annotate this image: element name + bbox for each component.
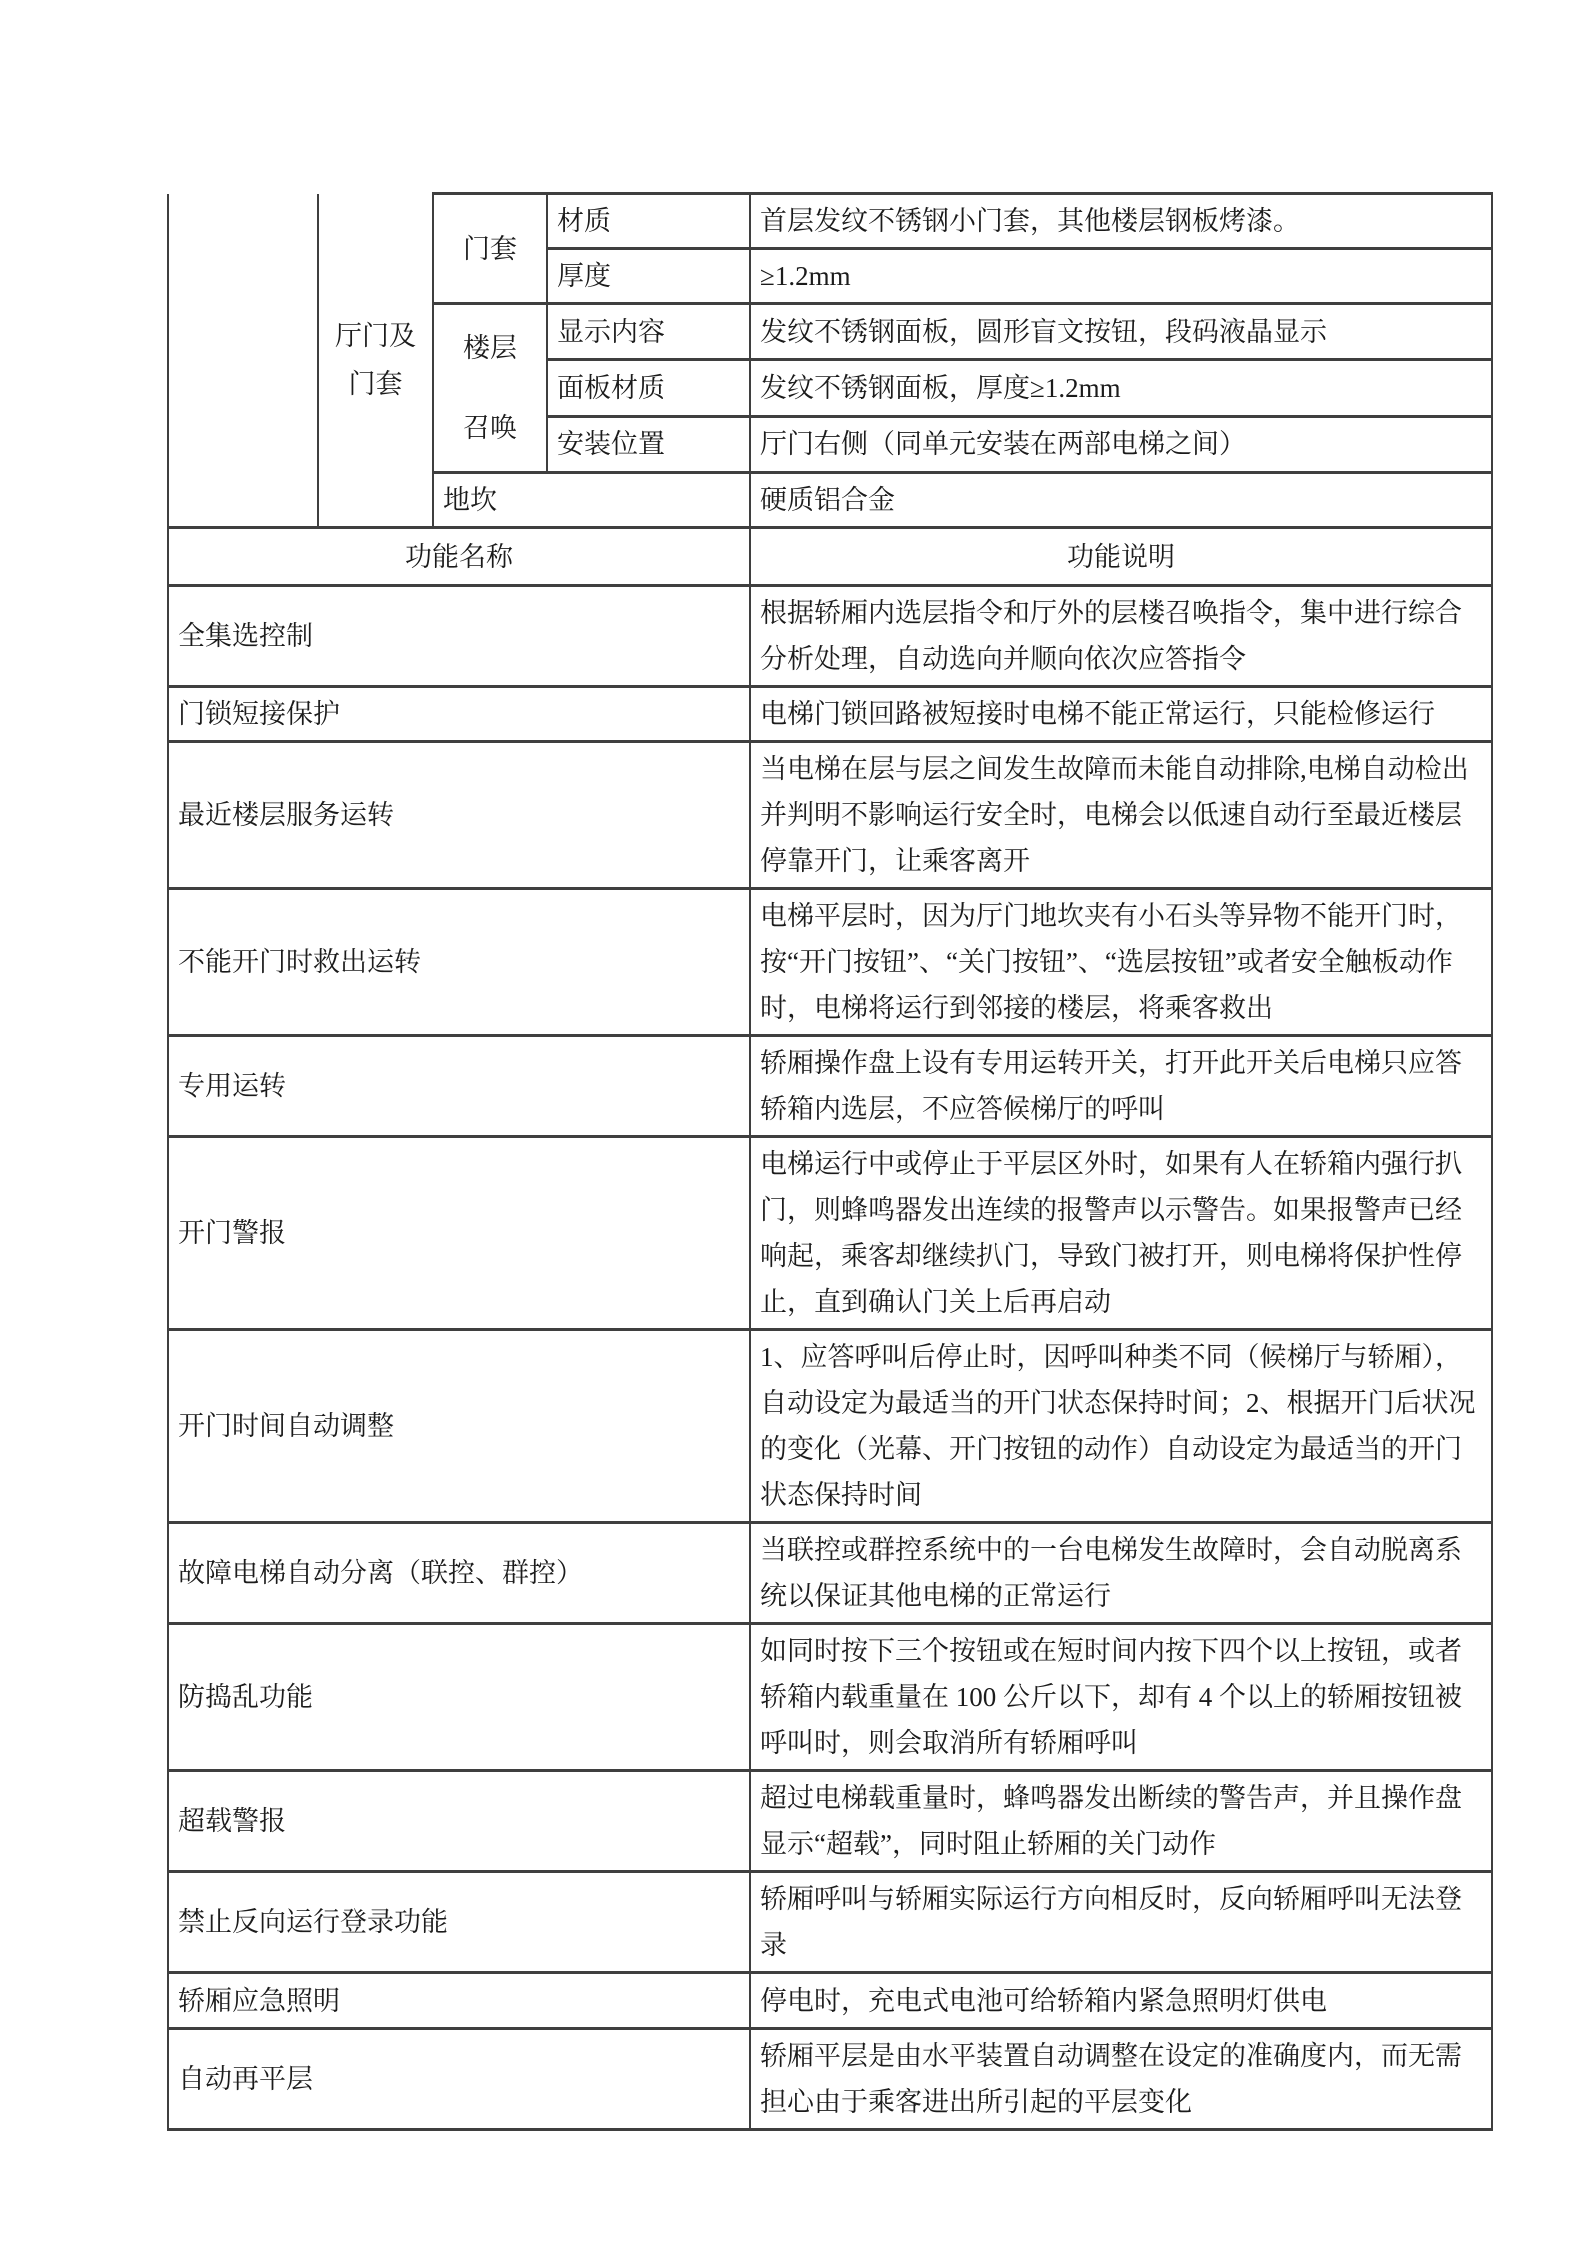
function-desc-cell: 超过电梯载重量时，蜂鸣器发出断续的警告声，并且操作盘显示“超载”，同时阻止轿厢的关门动作: [750, 1771, 1492, 1872]
function-name-cell: 开门警报: [168, 1137, 750, 1330]
spec-attr-value: 发纹不锈钢面板，圆形盲文按钮，段码液晶显示: [750, 304, 1492, 360]
function-name-cell: 禁止反向运行登录功能: [168, 1872, 750, 1973]
function-desc-cell: 轿厢平层是由水平装置自动调整在设定的准确度内，而无需担心由于乘客进出所引起的平层变化: [750, 2029, 1492, 2130]
function-desc-cell: 电梯门锁回路被短接时电梯不能正常运行，只能检修运行: [750, 687, 1492, 742]
function-name-cell: 故障电梯自动分离（联控、群控）: [168, 1523, 750, 1624]
spec-attr-label: 材质: [547, 194, 750, 249]
spec-sill-value: 硬质铝合金: [750, 473, 1492, 528]
function-row: [168, 1523, 1492, 1624]
function-name-cell: 不能开门时救出运转: [168, 889, 750, 1036]
spec-floor-call-line1: 楼层: [463, 333, 517, 363]
spec-category-line1: 厅门及: [335, 320, 416, 351]
spec-attr-value: 首层发纹不锈钢小门套，其他楼层钢板烤漆。: [750, 194, 1492, 249]
function-desc-cell: 根据轿厢内选层指令和厅外的层楼召唤指令，集中进行综合分析处理，自动选向并顺向依次应答指令: [750, 586, 1492, 687]
function-desc-cell: 电梯平层时，因为厅门地坎夹有小石头等异物不能开门时，按“开门按钮”、“关门按钮”、“选层按钮”或者安全触板动作时，电梯将运行到邻接的楼层，将乘客救出: [750, 889, 1492, 1036]
function-row: [168, 1624, 1492, 1771]
function-desc-header: 功能说明: [750, 528, 1492, 586]
spec-attr-value: ≥1.2mm: [750, 249, 1492, 304]
spec-attr-value: 发纹不锈钢面板，厚度≥1.2mm: [750, 360, 1492, 416]
spec-sill-label: 地坎: [433, 473, 750, 528]
function-name-cell: 全集选控制: [168, 586, 750, 687]
function-desc-cell: 停电时，充电式电池可给轿箱内紧急照明灯供电: [750, 1973, 1492, 2029]
function-name-cell: 门锁短接保护: [168, 687, 750, 742]
function-name-cell: 专用运转: [168, 1036, 750, 1137]
function-desc-cell: 如同时按下三个按钮或在短时间内按下四个以上按钮，或者 轿箱内载重量在 100 公斤以下，却有 4 个以上的轿厢按钮被呼叫时，则会取消所有轿厢呼叫: [750, 1624, 1492, 1771]
function-name-cell: 最近楼层服务运转: [168, 742, 750, 889]
function-name-cell: 轿厢应急照明: [168, 1973, 750, 2029]
function-desc-cell: 电梯运行中或停止于平层区外时，如果有人在轿箱内强行扒 门，则蜂鸣器发出连续的报警声以示警告。如果报警声已经 响起，乘客却继续扒门，导致门被打开，则电梯将保护性停止，直到确认门关上后再启动: [750, 1137, 1492, 1330]
spec-attr-value: 厅门右侧（同单元安装在两部电梯之间）: [750, 416, 1492, 472]
function-name-cell: 防捣乱功能: [168, 1624, 750, 1771]
spec-attr-label: 显示内容: [547, 304, 750, 360]
spec-attr-label: 面板材质: [547, 360, 750, 416]
spec-attr-label: 厚度: [547, 249, 750, 304]
function-desc-cell: 轿厢操作盘上设有专用运转开关，打开此开关后电梯只应答轿箱内选层，不应答候梯厅的呼叫: [750, 1036, 1492, 1137]
spec-group-door-jamb: 门套: [433, 194, 547, 304]
function-row: [168, 1330, 1492, 1523]
function-name-cell: 超载警报: [168, 1771, 750, 1872]
function-row: [168, 586, 1492, 687]
function-desc-cell: 当联控或群控系统中的一台电梯发生故障时，会自动脱离系统以保证其他电梯的正常运行: [750, 1523, 1492, 1624]
function-row: [168, 742, 1492, 889]
spec-category-cell: [318, 194, 433, 528]
function-name-cell: 开门时间自动调整: [168, 1330, 750, 1523]
function-header-row: [168, 528, 1492, 586]
function-desc-cell: 当电梯在层与层之间发生故障而未能自动排除,电梯自动检出并判明不影响运行安全时，电梯会以低速自动行至最近楼层停靠开门，让乘客离开: [750, 742, 1492, 889]
spec-attr-label: 安装位置: [547, 416, 750, 472]
spec-row: [168, 194, 1492, 249]
function-row: [168, 1872, 1492, 1973]
function-row: [168, 1771, 1492, 1872]
elevator-spec-table: [167, 192, 1493, 2131]
function-row: [168, 1036, 1492, 1137]
function-row: [168, 1973, 1492, 2029]
spec-category-line2: 门套: [348, 368, 403, 399]
function-row: [168, 1137, 1492, 1330]
function-row: [168, 889, 1492, 1036]
function-row: [168, 687, 1492, 742]
spec-group-floor-call: [433, 304, 547, 473]
spec-empty-cell: [168, 194, 318, 528]
function-row: [168, 2029, 1492, 2130]
function-name-header: 功能名称: [168, 528, 750, 586]
function-name-cell: 自动再平层: [168, 2029, 750, 2130]
function-desc-cell: 轿厢呼叫与轿厢实际运行方向相反时，反向轿厢呼叫无法登录: [750, 1872, 1492, 1973]
function-desc-cell: 1、应答呼叫后停止时，因呼叫种类不同（候梯厅与轿厢）， 自动设定为最适当的开门状态保持时间；2、根据开门后状况的变化（光幕、开门按钮的动作）自动设定为最适当的开门状态保持时间: [750, 1330, 1492, 1523]
spec-floor-call-line2: 召唤: [463, 413, 517, 443]
